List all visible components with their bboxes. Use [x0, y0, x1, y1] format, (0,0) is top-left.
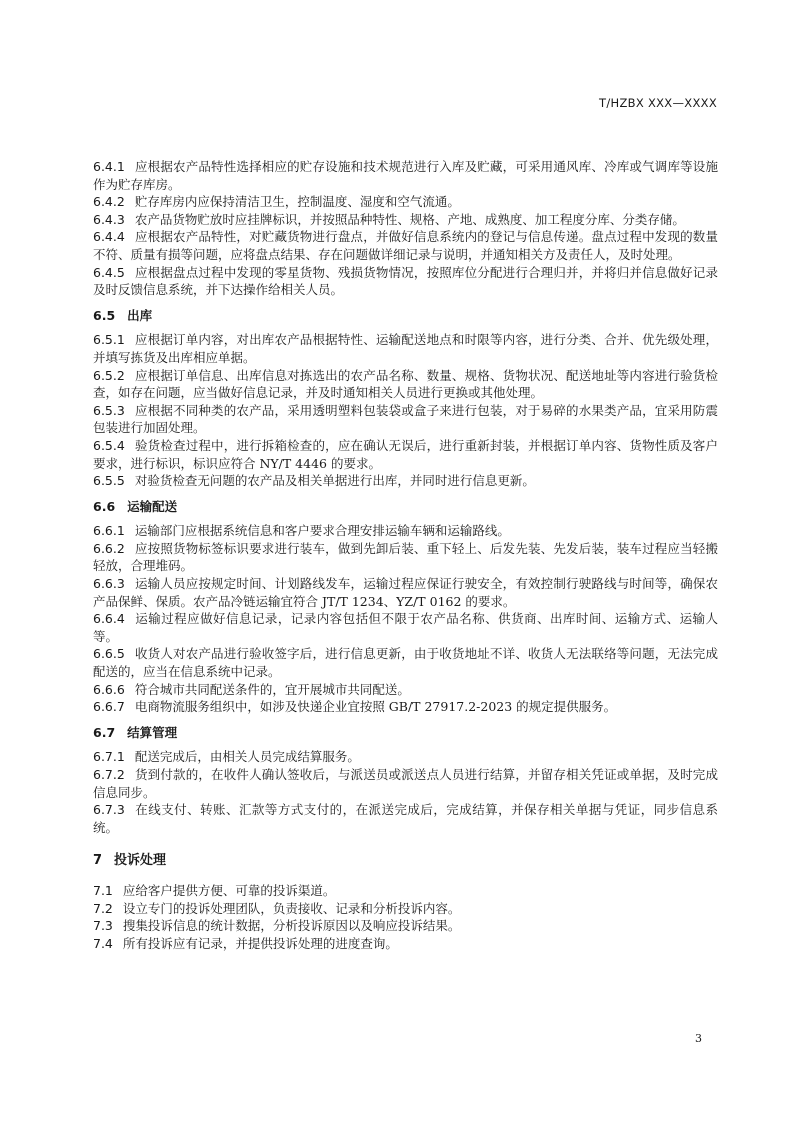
clause-number: 7.4: [93, 935, 113, 951]
clause-text: 收货人对农产品进行验收签字后，进行信息更新，由于收货地址不详、收货人无法联络等问题，无法完成配送的，应当在信息系统中记录。: [93, 646, 718, 680]
clause-number: 6.5.3: [93, 402, 125, 418]
clause-text: 电商物流服务组织中，如涉及快递企业宜按照 GB/T 27917.2-2023 的规定提供服务。: [134, 699, 617, 715]
clause-paragraph: [93, 681, 718, 699]
clause-number: 6.4.4: [93, 229, 125, 245]
clause-paragraph: [93, 367, 718, 402]
clause-text: 应根据农产品特性选择相应的贮存设施和技术规范进行入库及贮藏，可采用通风库、冷库或气调库等设施作为贮存库房。: [93, 159, 718, 192]
clause-paragraph: [93, 158, 718, 193]
clause-number: 7.1: [93, 882, 113, 898]
clause-text: 应根据农产品特性，对贮藏货物进行盘点，并做好信息系统内的登记与信息传递。盘点过程中发现的数量不符、质量有损等问题，应将盘点结果、存在问题做详细记录与说明，并通知相关方及责任人，及时处理。: [93, 229, 718, 262]
clause-number: 6.5.5: [93, 473, 125, 489]
section-heading: [93, 307, 718, 325]
clause-paragraph: [93, 472, 718, 490]
section-number: 6.7: [93, 724, 116, 740]
clause-text: 验货检查过程中，进行拆箱检查的，应在确认无误后，进行重新封装，并根据订单内容、货物性质及客户要求，进行标识，标识应符合 NY/T 4446 的要求。: [93, 437, 718, 471]
clause-text: 应根据不同种类的农产品，采用透明塑料包装袋或盒子来进行包装，对于易碎的水果类产品，宜采用防震包装进行加固处理。: [93, 402, 718, 436]
clause-number: 6.7.3: [93, 802, 125, 818]
clause-paragraph: [93, 801, 718, 836]
clause-number: 6.6.6: [93, 681, 125, 697]
clause-paragraph: [93, 540, 718, 575]
clause-number: 6.4.5: [93, 264, 125, 280]
document-body: [93, 158, 718, 952]
clause-paragraph: [93, 211, 718, 229]
page-number: 3: [695, 1032, 702, 1045]
clause-text: 搜集投诉信息的统计数据，分析投诉原因以及响应投诉结果。: [122, 918, 461, 934]
clause-paragraph: [93, 331, 718, 366]
section-number: 6.5: [93, 307, 116, 323]
clause-number: 6.6.2: [93, 540, 125, 556]
clause-text: 应根据订单信息、出库信息对拣选出的农产品名称、数量、规格、货物状况、配送地址等内容进行验货检查，如存在问题，应当做好信息记录，并及时通知相关人员进行更换或其他处理。: [93, 367, 718, 401]
clause-paragraph: [93, 522, 718, 540]
clause-number: 6.6.4: [93, 611, 125, 627]
clause-paragraph: [93, 645, 718, 680]
clause-paragraph: [93, 917, 718, 935]
clause-text: 所有投诉应有记录，并提供投诉处理的进度查询。: [122, 935, 398, 951]
clause-paragraph: [93, 437, 718, 472]
clause-paragraph: [93, 882, 718, 900]
clause-number: 6.6.3: [93, 576, 125, 592]
clause-text: 运输人员应按规定时间、计划路线发车，运输过程应保证行驶安全，有效控制行驶路线与时间等，确保农产品保鲜、保质。农产品冷链运输宜符合 JT/T 1234、YZ/T 0162 的要求。: [93, 576, 718, 609]
clause-paragraph: [93, 935, 718, 953]
clause-text: 配送完成后，由相关人员完成结算服务。: [134, 749, 360, 765]
clause-number: 6.5.1: [93, 332, 125, 348]
section-number: 6.6: [93, 498, 116, 514]
clause-paragraph: [93, 900, 718, 918]
clause-number: 6.6.1: [93, 523, 125, 539]
clause-number: 7.2: [93, 900, 113, 916]
clause-text: 贮存库房内应保持清洁卫生，控制温度、湿度和空气流通。: [134, 194, 460, 210]
clause-text: 符合城市共同配送条件的，宜开展城市共同配送。: [134, 681, 410, 697]
clause-number: 6.7.1: [93, 749, 125, 765]
section-heading: [93, 498, 718, 516]
section-number: 7: [93, 853, 103, 869]
clause-text: 应根据订单内容，对出库农产品根据特性、运输配送地点和时限等内容，进行分类、合并、优先级处理，并填写拣货及出库相应单据。: [93, 332, 718, 365]
clause-number: 6.5.2: [93, 367, 125, 383]
clause-text: 农产品货物贮放时应挂牌标识，并按照品种特性、规格、产地、成熟度、加工程度分库、分类存储。: [134, 211, 685, 227]
clause-paragraph: [93, 193, 718, 211]
clause-paragraph: [93, 698, 718, 716]
clause-number: 6.4.3: [93, 211, 125, 227]
clause-number: 6.4.1: [93, 159, 125, 174]
clause-number: 6.7.2: [93, 767, 125, 782]
clause-text: 应按照货物标签标识要求进行装车，做到先卸后装、重下轻上、后发先装、先发后装，装车过程应当轻搬轻放，合理堆码。: [93, 540, 718, 574]
section-title: 出库: [127, 307, 153, 323]
clause-paragraph: [93, 402, 718, 437]
clause-text: 设立专门的投诉处理团队，负责接收、记录和分析投诉内容。: [122, 900, 461, 916]
clause-paragraph: [93, 766, 718, 801]
clause-text: 运输过程应做好信息记录，记录内容包括但不限于农产品名称、供货商、出库时间、运输方式、运输人等。: [93, 611, 718, 644]
section-title: 投诉处理: [114, 853, 167, 869]
clause-text: 对验货检查无问题的农产品及相关单据进行出库，并同时进行信息更新。: [134, 473, 535, 489]
clause-text: 应给客户提供方便、可靠的投诉渠道。: [122, 882, 336, 898]
section-heading: [93, 852, 718, 870]
section-title: 结算管理: [127, 724, 178, 740]
clause-paragraph: [93, 748, 718, 766]
clause-paragraph: [93, 575, 718, 610]
clause-number: 6.6.5: [93, 646, 125, 662]
clause-text: 应根据盘点过程中发现的零星货物、残损货物情况，按照库位分配进行合理归并，并将归并信息做好记录及时反馈信息系统，并下达操作给相关人员。: [93, 264, 718, 298]
clause-text: 在线支付、转账、汇款等方式支付的，在派送完成后，完成结算，并保存相关单据与凭证，同步信息系统。: [93, 802, 718, 835]
clause-text: 货到付款的，在收件人确认签收后，与派送员或派送点人员进行结算，并留存相关凭证或单据，及时完成信息同步。: [93, 767, 718, 800]
clause-paragraph: [93, 610, 718, 645]
clause-text: 运输部门应根据系统信息和客户要求合理安排运输车辆和运输路线。: [134, 523, 510, 539]
clause-number: 6.6.7: [93, 699, 125, 715]
clause-number: 6.5.4: [93, 437, 125, 453]
clause-paragraph: [93, 264, 718, 299]
clause-number: 6.4.2: [93, 194, 125, 210]
document-code: T/HZBX XXX—XXXX: [599, 96, 717, 110]
clause-paragraph: [93, 228, 718, 263]
section-heading: [93, 724, 718, 742]
clause-number: 7.3: [93, 918, 113, 934]
section-title: 运输配送: [127, 498, 178, 514]
